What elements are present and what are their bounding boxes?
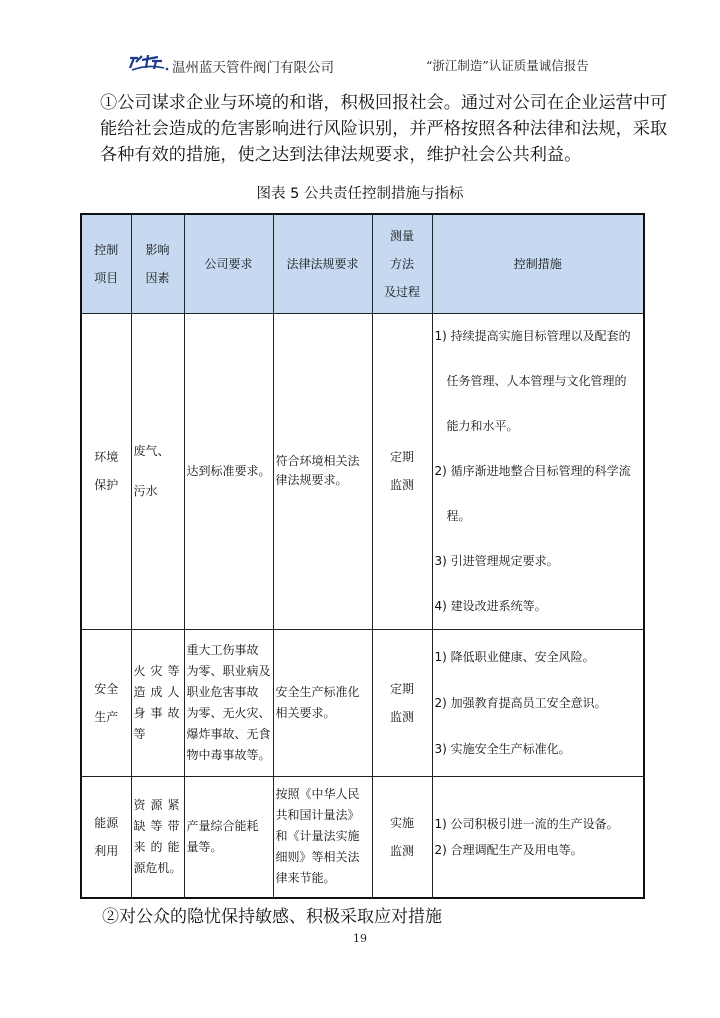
cell-item: 环境 保护 — [81, 313, 131, 629]
col-header-factor: 影响 因素 — [131, 214, 184, 313]
cell-company-req: 产量综合能耗 量等。 — [184, 776, 273, 898]
col-header-legal-req: 法律法规要求 — [273, 214, 372, 313]
public-responsibility-table — [80, 213, 645, 899]
col-header-measures: 控制措施 — [432, 214, 644, 313]
cell-measures: 1) 公司积极引进一流的生产设备。 2) 合理调配生产及用电等。 — [432, 776, 644, 898]
cell-item: 能源 利用 — [81, 776, 131, 898]
page-number: 19 — [353, 932, 367, 945]
col-header-item: 控制 项目 — [81, 214, 131, 313]
table-caption: 图表 5 公共责任控制措施与指标 — [256, 186, 464, 202]
report-title: “浙江制造”认证质量诚信报告 — [426, 58, 589, 73]
section-heading: ②对公众的隐忧保持敏感、积极采取应对措施 — [102, 907, 442, 927]
table-row — [81, 313, 644, 629]
cell-method: 定期 监测 — [372, 629, 432, 776]
table-row — [81, 776, 644, 898]
col-header-method: 测量 方法 及过程 — [372, 214, 432, 313]
cell-legal-req: 按照《中华人民 共和国计量法》 和《计量法实施 细则》等相关法 律来节能。 — [273, 776, 372, 898]
cell-legal-req: 符合环境相关法律法规要求。 — [273, 313, 372, 629]
cell-measures: 1) 降低职业健康、安全风险。 2) 加强教育提高员工安全意识。 3) 实施安全生产标准化。 — [432, 629, 644, 776]
table-row — [81, 629, 644, 776]
page-header — [128, 52, 648, 78]
cell-factor: 资源紧 缺等带 来的能 源危机。 — [131, 776, 184, 898]
cell-item: 安全 生产 — [81, 629, 131, 776]
cell-factor: 火灾等 造成人 身事故 等 — [131, 629, 184, 776]
col-header-company-req: 公司要求 — [184, 214, 273, 313]
company-name: 温州蓝天管件阀门有限公司 — [172, 60, 334, 76]
cell-company-req: 达到标准要求。 — [184, 313, 273, 629]
cell-measures: 1) 持续提高实施目标管理以及配套的 任务管理、人本管理与文化管理的 能力和水平。 2) 循序渐进地整合目标管理的科学流 程。 3) 引进管理规定要求。 4) 建设改进系统等。 — [432, 313, 644, 629]
cell-method: 定期 监测 — [372, 313, 432, 629]
cell-company-req: 重大工伤事故 为零、职业病及 职业危害事故 为零、无火灾、 爆炸事故、无食 物中毒事故等。 — [184, 629, 273, 776]
intro-paragraph: ①公司谋求企业与环境的和谐，积极回报社会。通过对公司在企业运营中可能给社会造成的危害影响进行风险识别，并严格按照各种法律和法规，采取各种有效的措施，使之达到法律法规要求，维护社会公共利益。 — [100, 93, 668, 165]
cell-legal-req: 安全生产标准化 相关要求。 — [273, 629, 372, 776]
company-logo-icon — [128, 52, 170, 74]
cell-factor: 废气、 污水 — [131, 313, 184, 629]
table-header-row — [81, 214, 644, 313]
cell-method: 实施 监测 — [372, 776, 432, 898]
